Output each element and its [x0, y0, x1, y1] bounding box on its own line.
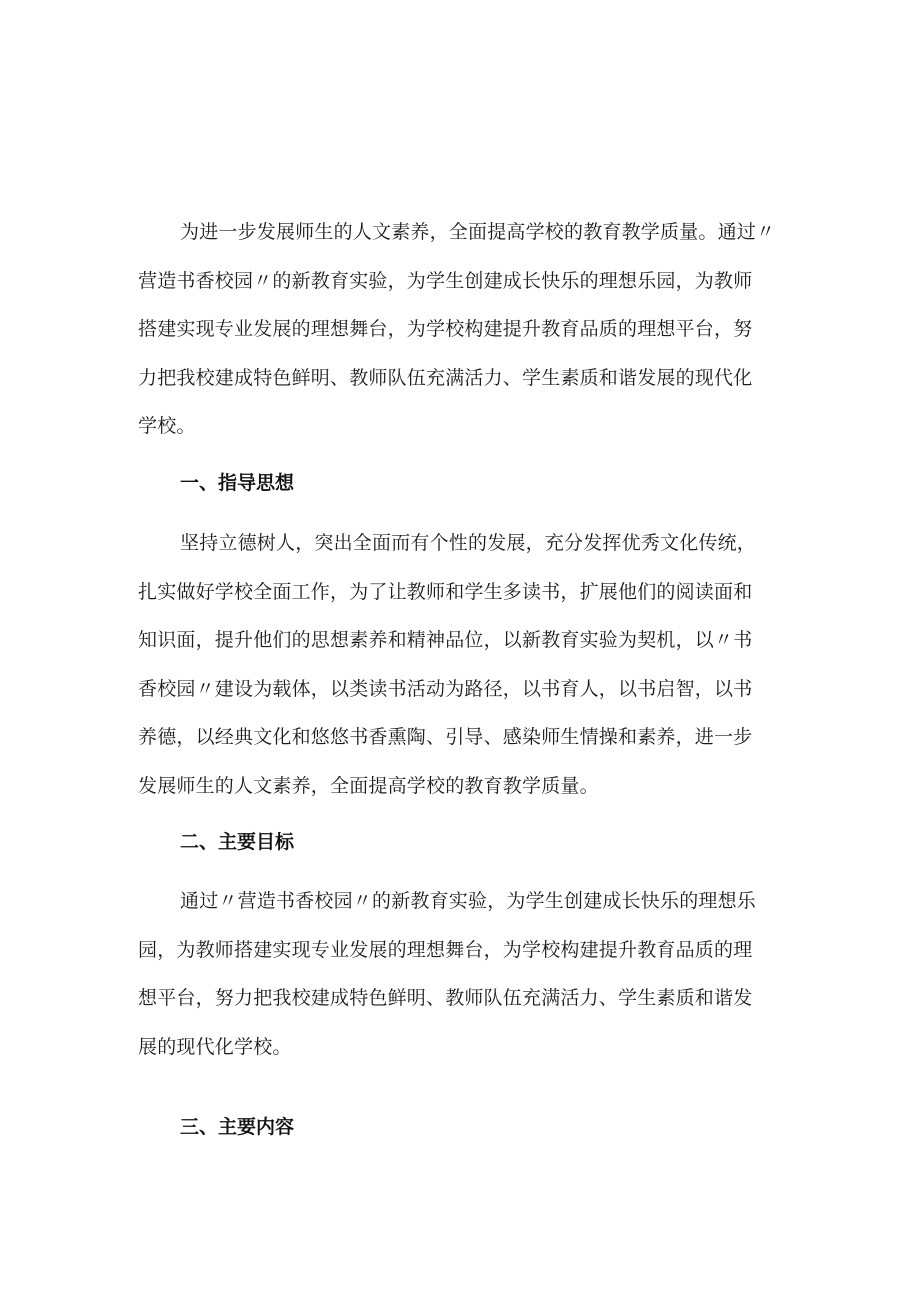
section-heading-main-goals: 二、主要目标 — [180, 831, 295, 853]
paragraph-line: 展的现代化学校。 — [138, 1035, 292, 1058]
paragraph-line: 搭建实现专业发展的理想舞台，为学校构建提升教育品质的理想平台，努 — [138, 318, 753, 340]
paragraph-line: 坚持立德树人，突出全面而有个性的发展，充分发挥优秀文化传统， — [180, 532, 757, 554]
paragraph-line: 通过〃营造书香校园〃的新教育实验，为学生创建成长快乐的理想乐 — [180, 890, 757, 912]
paragraph-line: 发展师生的人文素养，全面提高学校的教育教学质量。 — [138, 774, 599, 797]
paragraph-line: 学校。 — [138, 415, 196, 437]
paragraph-line: 香校园〃建设为载体，以类读书活动为路径，以书育人，以书启智，以书 — [138, 677, 753, 700]
paragraph-line: 为进一步发展师生的人文素养，全面提高学校的教育教学质量。通过〃 — [180, 221, 776, 243]
paragraph-line: 园，为教师搭建实现专业发展的理想舞台，为学校构建提升教育品质的理 — [138, 938, 753, 961]
paragraph-line: 力把我校建成特色鲜明、教师队伍充满活力、学生素质和谐发展的现代化 — [138, 366, 753, 389]
paragraph-line: 养德，以经典文化和悠悠书香熏陶、引导、感染师生情操和素养，进一步 — [138, 726, 753, 748]
paragraph-line: 营造书香校园〃的新教育实验，为学生创建成长快乐的理想乐园，为教师 — [138, 269, 753, 292]
main-goals-paragraph — [138, 877, 798, 1071]
paragraph-line: 扎实做好学校全面工作，为了让教师和学生多读书，扩展他们的阅读面和 — [138, 580, 753, 603]
section-heading-main-content: 三、主要内容 — [180, 1116, 295, 1138]
guiding-ideology-paragraph — [138, 519, 798, 810]
section-heading-guiding-ideology: 一、指导思想 — [180, 472, 295, 494]
paragraph-line: 想平台，努力把我校建成特色鲜明、教师队伍充满活力、学生素质和谐发 — [138, 987, 753, 1009]
paragraph-line: 知识面，提升他们的思想素养和精神品位，以新教育实验为契机，以〃书 — [138, 629, 753, 651]
intro-paragraph — [138, 208, 798, 451]
